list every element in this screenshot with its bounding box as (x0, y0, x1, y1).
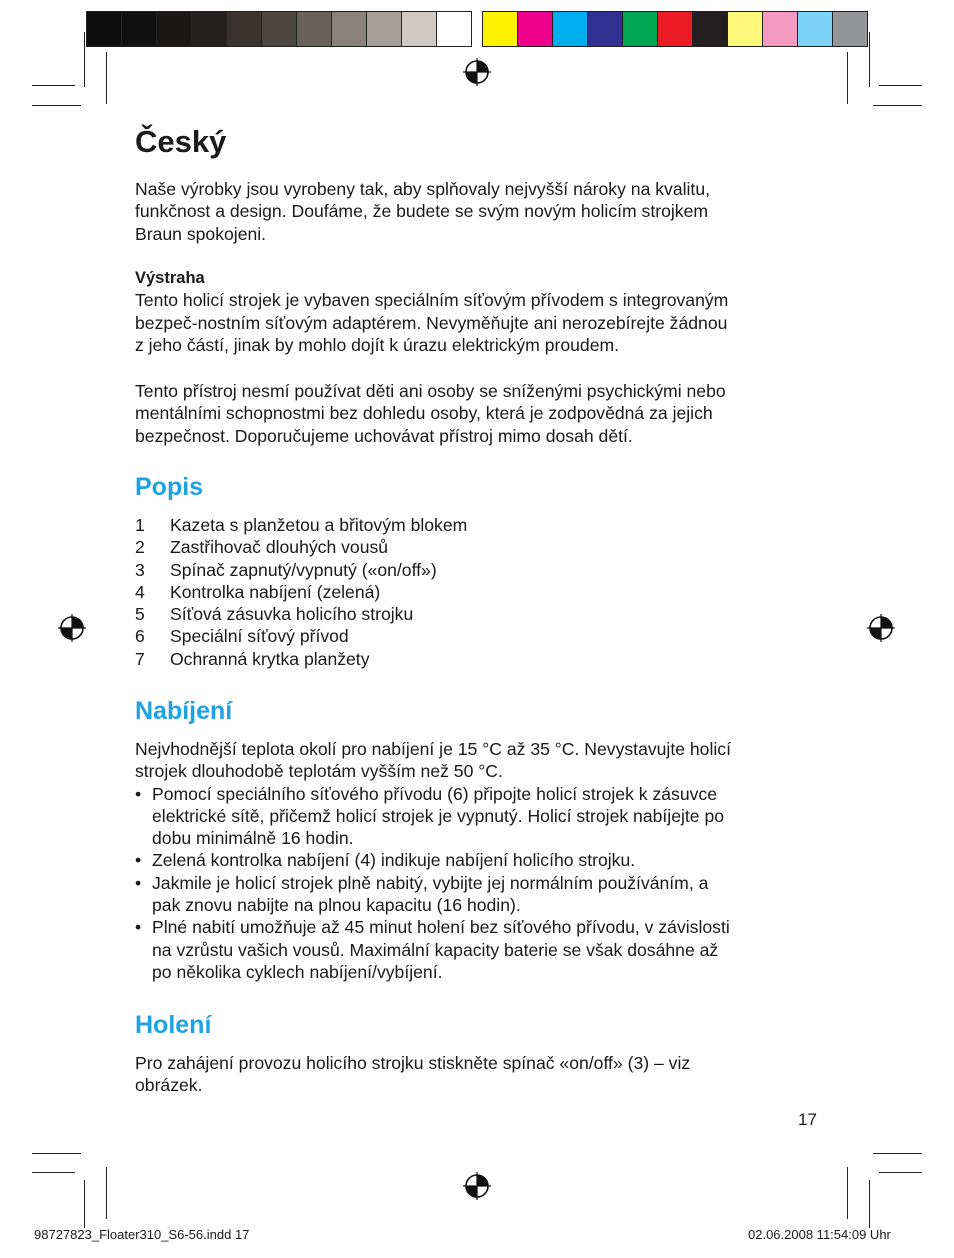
color-swatch (262, 12, 297, 46)
text-line: Jakmile je holicí strojek plně nabitý, vybijte jej normálním používáním, a (152, 872, 709, 893)
list-item (135, 581, 825, 603)
page-number: 17 (798, 1110, 817, 1129)
text-line: z jeho částí, jinak by mohlo dojít k úrazu elektrickým proudem. (135, 334, 620, 355)
text-line: elektrické sítě, přičemž holicí strojek je vypnutý. Holicí strojek nabíjejte po (152, 805, 725, 826)
color-swatch (157, 12, 192, 46)
color-swatch (623, 12, 658, 46)
shaving-section (135, 1052, 825, 1097)
text-line: dobu minimálně 16 hodin. (152, 828, 354, 849)
parts-list (135, 514, 825, 670)
warning-paragraph-2 (135, 380, 825, 447)
warning-section (135, 267, 825, 356)
text-line: Tento přístroj nesmí používat děti ani osoby se sníženými psychickými nebo (135, 381, 726, 401)
bullet-item (135, 849, 825, 871)
text-line: Pomocí speciálního síťového přívodu (6) připojte holicí strojek k zásuvce (152, 783, 717, 804)
item-number: 2 (135, 537, 145, 558)
color-swatch (87, 12, 122, 46)
text-line: Plné nabití umožňuje až 45 minut holení bez síťového přívodu, v závislosti (152, 917, 730, 938)
bullet-item (135, 916, 825, 983)
bullet-icon: • (135, 872, 142, 893)
item-text: Síťová zásuvka holicího strojku (170, 604, 414, 625)
color-swatch (437, 12, 471, 46)
text-line: mentálními schopnostmi bez dohledu osoby, která je zodpovědná za jejich (135, 403, 713, 424)
registration-mark-icon (58, 614, 86, 642)
color-swatch (763, 12, 798, 46)
text-line: bezpeč-nostním síťovým adaptérem. Nevyměňujte ani nerozebírejte žádnou (135, 312, 728, 333)
footer-file-name: 98727823_Floater310_S6-56.indd 17 (34, 1227, 250, 1242)
item-text: Zastřihovač dlouhých vousů (170, 537, 389, 558)
text-line: Nejvhodnější teplota okolí pro nabíjení je 15 °C až 35 °C. Nevystavujte holicí (135, 739, 731, 759)
item-text: Ochranná krytka planžety (170, 648, 370, 669)
list-item (135, 603, 825, 625)
item-number: 4 (135, 581, 145, 602)
text-line: funkčnost a design. Doufáme, že budete se svým novým holicím strojkem (135, 201, 709, 222)
item-number: 7 (135, 648, 145, 669)
color-swatch (297, 12, 332, 46)
process-color-bar (482, 11, 868, 47)
color-swatch (122, 12, 157, 46)
footer-timestamp: 02.06.2008 11:54:09 Uhr (748, 1227, 891, 1242)
color-swatch (227, 12, 262, 46)
list-item (135, 536, 825, 558)
item-text: Kontrolka nabíjení (zelená) (170, 581, 381, 602)
text-line: Tento holicí strojek je vybaven speciálním síťovým přívodem s integrovaným (135, 290, 729, 311)
text-line: po několika cyklech nabíjení/vybíjení. (152, 961, 443, 982)
color-swatch (728, 12, 763, 46)
color-swatch (518, 12, 553, 46)
bullet-icon: • (135, 783, 142, 804)
section-heading-holeni: Holení (135, 1011, 212, 1039)
item-number: 1 (135, 515, 145, 535)
color-swatch (402, 12, 437, 46)
item-text: Spínač zapnutý/vypnutý («on/off») (170, 559, 437, 580)
list-item (135, 648, 825, 670)
text-line: Zelená kontrolka nabíjení (4) indikuje nabíjení holicího strojku. (152, 850, 636, 871)
section-heading-popis: Popis (135, 473, 204, 501)
page-title: Český (135, 124, 227, 159)
list-item (135, 559, 825, 581)
registration-mark-icon (463, 58, 491, 86)
text-line: pak znovu nabijte na plnou kapacitu (16 hodin). (152, 895, 521, 916)
color-swatch (798, 12, 833, 46)
color-swatch (693, 12, 728, 46)
intro-paragraph (135, 178, 825, 245)
list-item (135, 514, 825, 536)
color-swatch (588, 12, 623, 46)
color-swatch (833, 12, 867, 46)
item-text: Kazeta s planžetou a břitovým blokem (170, 515, 468, 535)
color-swatch (553, 12, 588, 46)
color-swatch (483, 12, 518, 46)
charging-section (135, 738, 825, 983)
text-line: na vzrůstu vašich vousů. Maximální kapacity baterie se však dosáhne až (152, 939, 719, 960)
text-line: Braun spokojeni. (135, 223, 267, 244)
text-line: obrázek. (135, 1075, 203, 1096)
text-line: bezpečnost. Doporučujeme uchovávat přístroj mimo dosah dětí. (135, 425, 633, 446)
grayscale-color-bar (86, 11, 472, 47)
bullet-icon: • (135, 850, 142, 871)
bullet-item (135, 783, 825, 850)
text-line: Naše výrobky jsou vyrobeny tak, aby splňovaly nejvyšší nároky na kvalitu, (135, 179, 710, 199)
registration-mark-icon (463, 1172, 491, 1200)
color-swatch (658, 12, 693, 46)
color-swatch (367, 12, 402, 46)
section-heading-nabijeni: Nabíjení (135, 697, 233, 725)
list-item (135, 625, 825, 647)
bullet-item (135, 872, 825, 917)
color-swatch (332, 12, 367, 46)
item-text: Speciální síťový přívod (170, 626, 349, 647)
warning-heading: Výstraha (135, 269, 205, 287)
item-number: 3 (135, 559, 145, 580)
registration-mark-icon (867, 614, 895, 642)
bullet-icon: • (135, 917, 142, 938)
text-line: strojek dlouhodobě teplotám vyšším než 50 °C. (135, 761, 503, 782)
text-line: Pro zahájení provozu holicího strojku stiskněte spínač «on/off» (3) – viz (135, 1053, 691, 1073)
item-number: 5 (135, 604, 145, 625)
color-swatch (192, 12, 227, 46)
item-number: 6 (135, 626, 145, 647)
